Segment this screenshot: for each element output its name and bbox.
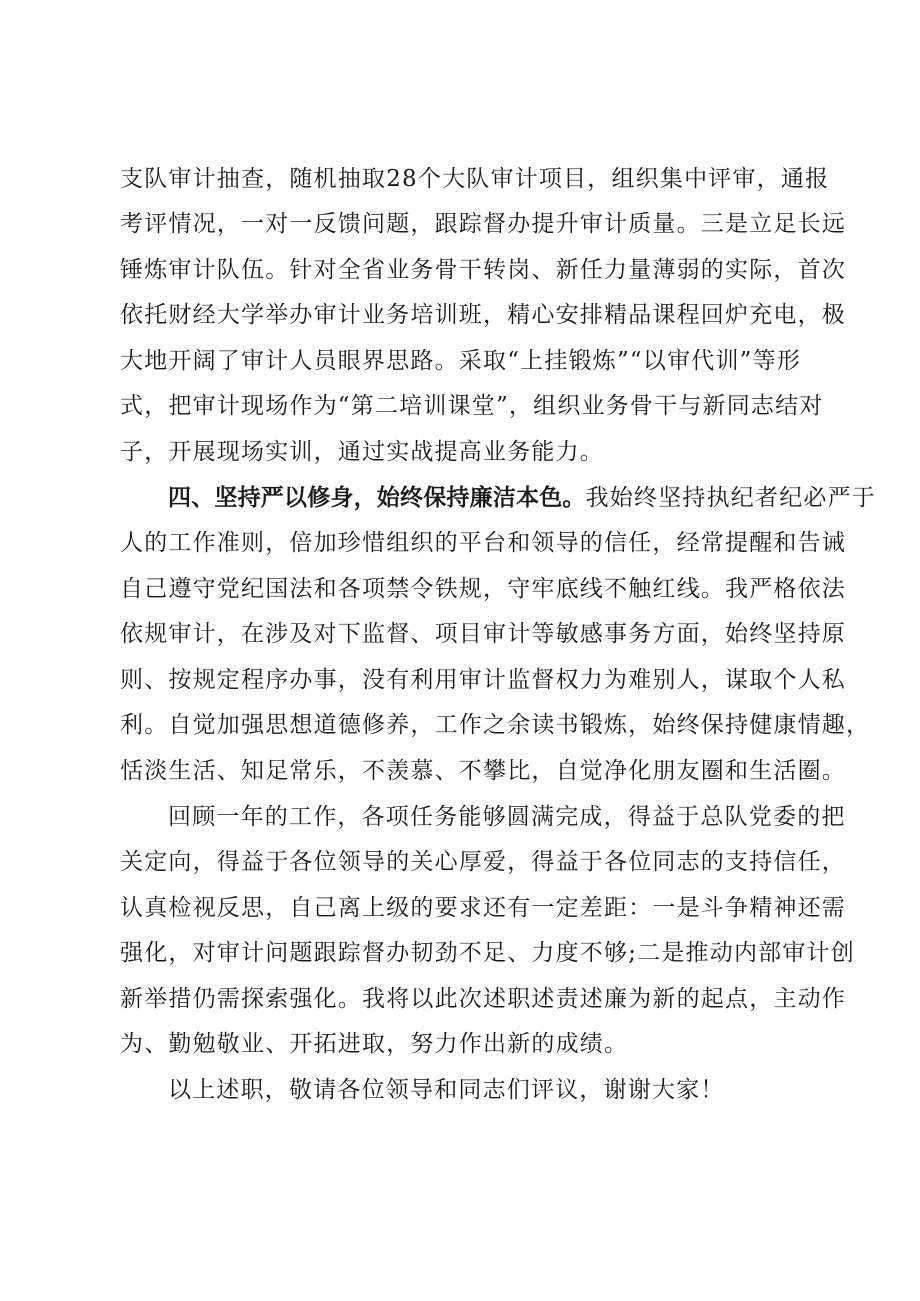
- paragraph-1-line-7: 子，开展现场实训，通过实战提高业务能力。: [120, 439, 604, 465]
- paragraph-2-first-line: [168, 483, 877, 513]
- paragraph-1-line-5: 大地开阔了审计人员眼界思路。采取“上挂锻炼”“以审代训”等形: [120, 348, 802, 374]
- paragraph-3-line-1: 回顾一年的工作，各项任务能够圆满完成，得益于总队党委的把: [168, 804, 846, 830]
- paragraph-2-line-2: 人的工作准则，倍加珍惜组织的平台和领导的信任，经常提醒和告诫: [120, 530, 846, 556]
- paragraph-2-line-7: 恬淡生活、知足常乐，不羡慕、不攀比，自觉净化朋友圈和生活圈。: [120, 758, 846, 784]
- paragraph-2-line-6: 利。自觉加强思想道德修养，工作之余读书锻炼，始终保持健康情趣，: [120, 712, 871, 738]
- paragraph-1-line-3: 锤炼审计队伍。针对全省业务骨干转岗、新任力量薄弱的实际，首次: [120, 257, 846, 283]
- paragraph-2-line-3: 自己遵守党纪国法和各项禁令铁规，守牢底线不触红线。我严格依法: [120, 576, 846, 602]
- paragraph-1-line-1: 支队审计抽查，随机抽取28个大队审计项目，组织集中评审，通报: [120, 166, 830, 192]
- section-heading: 四、坚持严以修身，始终保持廉洁本色。: [168, 485, 586, 511]
- paragraph-2-first-line-rest: 我始终坚持执纪者纪必严于: [585, 485, 877, 511]
- paragraph-2-line-4: 依规审计，在涉及对下监督、项目审计等敏感事务方面，始终坚持原: [120, 621, 846, 647]
- paragraph-3-line-6: 为、勤勉敬业、开拓进取，努力作出新的成绩。: [120, 1031, 629, 1057]
- paragraph-2-line-5: 则、按规定程序办事，没有利用审计监督权力为难别人，谋取个人私: [120, 667, 846, 693]
- paragraph-1-line-4: 依托财经大学举办审计业务培训班，精心安排精品课程回炉充电，极: [120, 302, 846, 328]
- paragraph-1-line-2: 考评情况，一对一反馈问题，跟踪督办提升审计质量。三是立足长远: [120, 211, 846, 237]
- paragraph-3-line-2: 关定向，得益于各位领导的关心厚爱，得益于各位同志的支持信任，: [120, 849, 846, 875]
- paragraph-1-line-6: 式，把审计现场作为“第二培训课堂”，组织业务骨干与新同志结对: [120, 393, 824, 419]
- closing-remark: 以上述职，敬请各位领导和同志们评议，谢谢大家！: [168, 1077, 725, 1103]
- paragraph-3-line-4: 强化，对审计问题跟踪督办韧劲不足、力度不够;二是推动内部审计创: [120, 940, 855, 966]
- paragraph-3-line-5: 新举措仍需探索强化。我将以此次述职述责述廉为新的起点，主动作: [120, 986, 846, 1012]
- paragraph-3-line-3: 认真检视反思，自己离上级的要求还有一定差距：一是斗争精神还需: [120, 895, 846, 921]
